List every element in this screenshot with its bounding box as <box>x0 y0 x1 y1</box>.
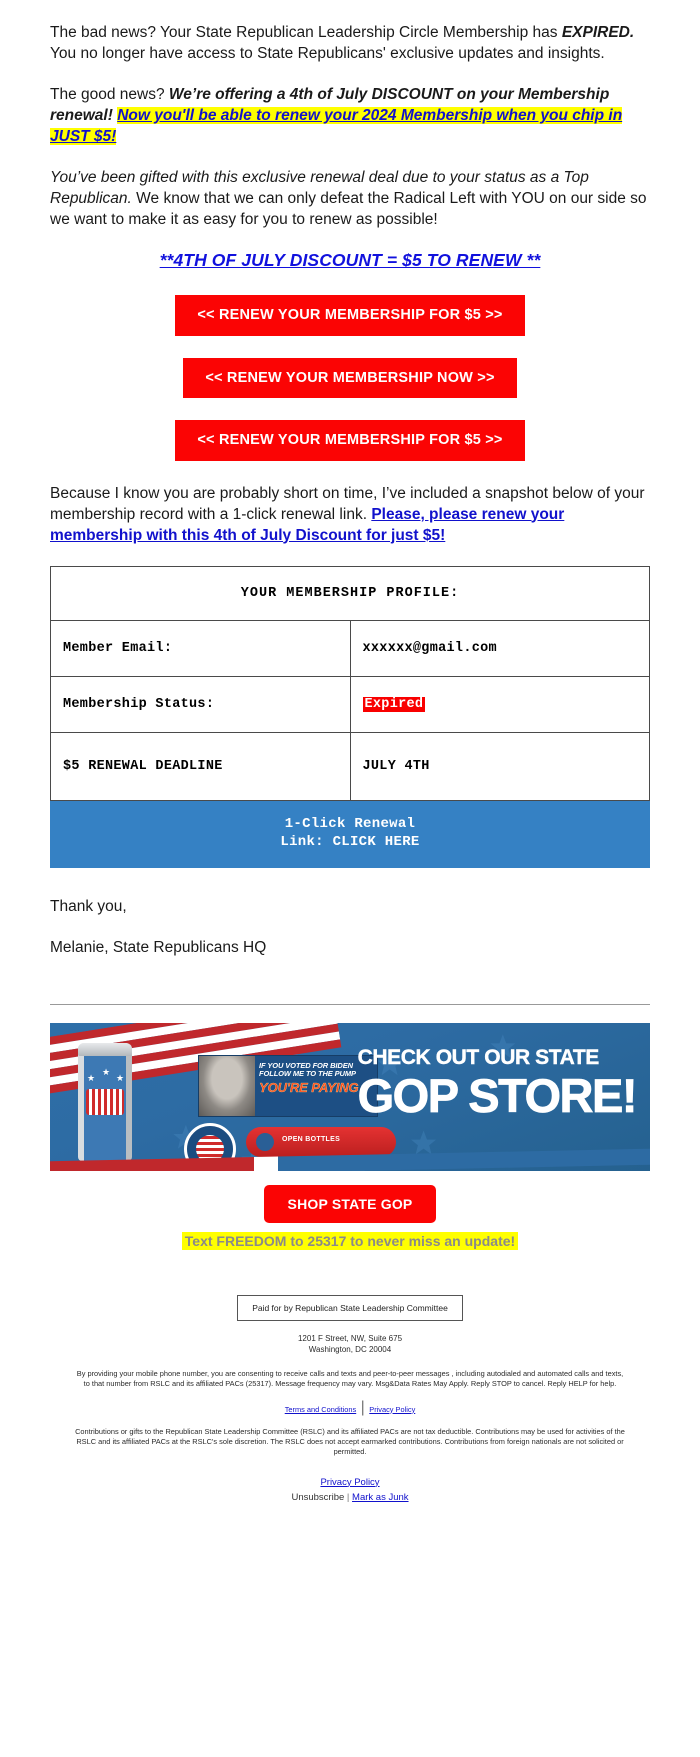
gifted-paragraph <box>50 167 650 230</box>
address-line-2: Washington, DC 20004 <box>308 1344 392 1354</box>
renewal-deadline-label: $5 RENEWAL DEADLINE <box>51 732 351 800</box>
unsubscribe-row <box>50 1490 650 1505</box>
banner-headline-line-2: GOP STORE! <box>357 1068 636 1122</box>
text-freedom-label: Text FREEDOM to 25317 to never miss an update! <box>182 1232 518 1250</box>
good-news-paragraph <box>50 84 650 147</box>
shop-state-gop-button[interactable]: SHOP STATE GOP <box>264 1185 437 1223</box>
bottle-opener-product <box>246 1127 396 1157</box>
gifted-emphasis: You’ve been gifted with this exclusive renewal deal due to your status as a Top Republican. <box>50 169 589 207</box>
good-news-emphasis: We’re offering a 4th of July DISCOUNT on your Membership renewal! <box>50 86 610 124</box>
renew-membership-button-2[interactable]: << RENEW YOUR MEMBERSHIP NOW >> <box>183 358 516 399</box>
renew-membership-button-3[interactable]: << RENEW YOUR MEMBERSHIP FOR $5 >> <box>175 420 524 461</box>
legal-links-row <box>50 1399 650 1417</box>
unsubscribe-label[interactable]: Unsubscribe <box>291 1491 345 1503</box>
membership-status-label: Membership Status: <box>51 676 351 732</box>
sticker-line-1: IF YOU VOTED FOR BIDEN <box>259 1060 353 1070</box>
table-row <box>51 676 650 732</box>
opener-label: OPEN BOTTLES <box>282 1135 341 1143</box>
banner-headline <box>357 1045 636 1122</box>
cta-group-1 <box>50 295 650 336</box>
star-icon: ★ <box>116 1072 125 1083</box>
signoff-thanks: Thank you, <box>50 897 127 915</box>
expired-emphasis: EXPIRED. <box>561 24 635 41</box>
link-separator: | <box>346 1491 350 1503</box>
snapshot-prefix: Because I know you are probably short on time, I’ve included a snapshot below of your membership record with a 1-click renewal link. <box>50 484 645 523</box>
one-click-renewal-title: 1-Click Renewal <box>284 815 416 832</box>
snapshot-paragraph <box>50 483 650 546</box>
advertisement-section <box>0 1023 700 1251</box>
mark-as-junk-link[interactable]: Mark as Junk <box>352 1491 409 1503</box>
shop-button-wrapper <box>50 1185 650 1223</box>
sticker-line-3: YOU'RE PAYING <box>259 1079 359 1095</box>
privacy-policy-link[interactable]: Privacy Policy <box>320 1476 380 1488</box>
address-line-1: 1201 F Street, NW, Suite 675 <box>297 1333 403 1343</box>
organization-address <box>50 1333 650 1355</box>
text-freedom-promo <box>50 1233 650 1251</box>
cta-group-2 <box>50 358 650 399</box>
renewal-deadline-value: JULY 4TH <box>350 732 650 800</box>
legal-footer <box>0 1277 700 1533</box>
star-icon: ★ <box>102 1066 111 1077</box>
table-row <box>51 732 650 800</box>
member-email-label: Member Email: <box>51 620 351 676</box>
membership-status-value <box>350 676 650 732</box>
table-row-header <box>51 566 650 620</box>
koozie-product-icon <box>78 1043 132 1161</box>
bad-news-suffix: You no longer have access to State Republicans' exclusive updates and insights. <box>50 45 605 62</box>
privacy-policy-row <box>50 1475 650 1490</box>
biden-photo-icon <box>199 1056 255 1116</box>
flag-graphic-icon <box>86 1089 124 1115</box>
membership-profile-table <box>50 566 650 868</box>
profile-table-title: YOUR MEMBERSHIP PROFILE: <box>51 566 650 620</box>
can-top-icon <box>78 1043 132 1056</box>
link-separator: | <box>360 1398 365 1416</box>
paid-for-disclosure: Paid for by Republican State Leadership Committee <box>237 1295 463 1321</box>
member-email-value: xxxxxx@gmail.com <box>350 620 650 676</box>
privacy-policy-link-top[interactable]: Privacy Policy <box>369 1404 416 1414</box>
please-renew-link[interactable]: Please, please renew your membership with this 4th of July Discount for just $5! <box>50 505 565 544</box>
bumper-sticker-product <box>198 1055 378 1117</box>
bottom-links-row <box>50 1475 650 1519</box>
status-badge: Expired <box>364 696 424 712</box>
one-click-renewal-cell[interactable] <box>51 800 650 867</box>
signoff-name: Melanie, State Republicans HQ <box>50 938 267 956</box>
gifted-rest: We know that we can only defeat the Radical Left with YOU on our side so we want to make it as easy for you to renew as possible! <box>50 190 647 228</box>
opener-hole-icon <box>256 1133 274 1151</box>
bad-news-paragraph <box>50 22 650 64</box>
renew-membership-button-1[interactable]: << RENEW YOUR MEMBERSHIP FOR $5 >> <box>175 295 524 336</box>
footer-divider <box>50 1004 650 1005</box>
one-click-renewal-link[interactable]: Link: CLICK HERE <box>280 833 420 850</box>
star-icon: ★ <box>87 1072 96 1083</box>
sms-disclaimer: By providing your mobile phone number, you are consenting to receive calls and texts and peer-to-peer messages , including autodialed and automated calls and texts, to that number from RSLC and its affiliated PACs (25317). Message frequency may vary. Msg&Data Rates May Apply. Reply STOP to cancel. Reply HELP for help. <box>76 1368 624 1388</box>
table-row-renewal[interactable] <box>51 800 650 867</box>
banner-headline-line-1: CHECK OUT OUR STATE <box>357 1045 599 1069</box>
good-news-prefix: The good news? <box>50 86 169 103</box>
discount-headline: **4TH OF JULY DISCOUNT = $5 TO RENEW ** <box>159 250 541 270</box>
cta-group-3 <box>50 420 650 461</box>
bad-news-prefix: The bad news? Your State Republican Leadership Circle Membership has <box>50 24 562 41</box>
terms-and-conditions-link[interactable]: Terms and Conditions <box>284 1404 357 1414</box>
renew-2024-link[interactable]: Now you'll be able to renew your 2024 Membership when you chip in JUST $5! <box>50 107 623 145</box>
contributions-disclaimer: Contributions or gifts to the Republican State Leadership Committee (RSLC) and its affiliated PACs are not tax deductible. Contributions may be used for activities of the RSLC and its affiliated PACs at the RSLC's sole discretion. The RSLC does not accept earmarked contributions. Contributions from foreign nationals are not solicited or permitted. <box>75 1426 625 1456</box>
table-row <box>51 620 650 676</box>
sticker-line-2: FOLLOW ME TO THE PUMP <box>259 1069 356 1078</box>
gop-store-banner[interactable] <box>50 1023 650 1171</box>
